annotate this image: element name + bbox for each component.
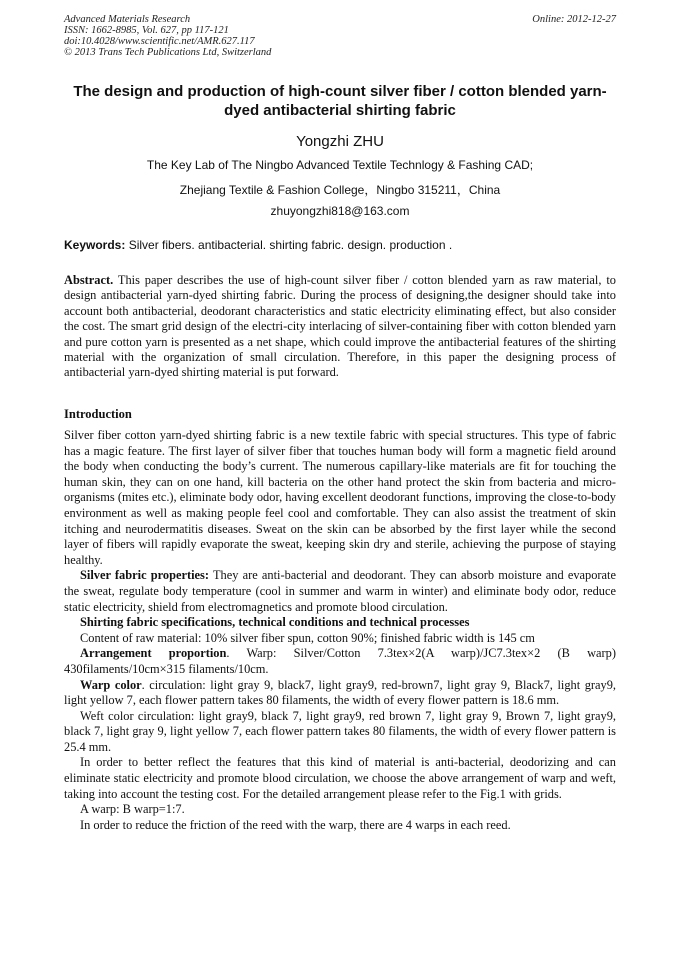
warp-color-text: . circulation: light gray 9, black7, light gray9, red-brown7, light gray 9, Black7, light gray9, light yellow 7, each flower pattern takes 80 filaments, the width of every flower pattern is 18.6 mm.: [64, 677, 617, 708]
introduction-body: [64, 428, 616, 833]
warp-color-label: Warp color: [80, 677, 142, 692]
section-heading-introduction: Introduction: [64, 407, 132, 421]
paragraph-specifications-heading: [64, 615, 616, 631]
paragraph-reed: In order to reduce the friction of the reed with the warp, there are 4 warps in each reed.: [80, 817, 511, 832]
keywords: [64, 238, 616, 252]
affiliation-line-2: Zhejiang Textile & Fashion College，Ningbo 315211，China: [179, 183, 501, 197]
paper-title: The design and production of high-count silver fiber / cotton blended yarn-dyed antibacterial shirting fabric: [73, 83, 607, 119]
author-email: zhuyongzhi818@163.com: [270, 204, 410, 218]
abstract-label: Abstract.: [64, 273, 114, 287]
paragraph-warp-color: [64, 678, 616, 709]
paragraph-arrangement: [64, 646, 616, 677]
keywords-text: Silver fibers. antibacterial. shirting fabric. design. production .: [125, 238, 453, 252]
paragraph-silver-properties: [64, 568, 616, 615]
abstract: [64, 273, 616, 381]
paragraph-raw-material: Content of raw material: 10% silver fiber spun, cotton 90%; finished fabric width is 145 cm: [80, 630, 535, 645]
paragraph-warp-ratio: A warp: B warp=1:7.: [80, 802, 185, 817]
silver-properties-label: Silver fabric properties:: [80, 568, 210, 583]
abstract-text: This paper describes the use of high-count silver fiber / cotton blended yarn as raw material, to design antibacterial yarn-dyed shirting fabric. During the process of designing,the designer should take into account both antibacterial, deodorant characteristics and static electricity eliminating effect, but also consider the cost. The smart grid design of the electri-city interlacing of silver-containing fiber with cotton blended yarn and pure cotton yarn is presented as a net shape, which could improve the antibacterial features of the shirting material with the organization of small circulation. Therefore, in this paper the designing process of antibacterial yarn-dyed shirting material is put forward.: [64, 273, 616, 380]
silver-properties-text: They are anti-bacterial and deodorant. They can absorb moisture and evaporate the sweat, regulate body temperature (cool in summer and warm in winter) and eliminate body odor, reduce static electricity, shield from electromagnetics and promote blood circulation.: [64, 568, 616, 614]
paragraph-1: Silver fiber cotton yarn-dyed shirting fabric is a new textile fabric with special structures. This type of fabric has a magic feature. The first layer of silver fiber that touches human body will form a magnetic field around the body when conducting the body’s current. The numerous capillary-like materials are fit for touching the human skin, they can on one hand, kill bacteria on the other hand protect the skin from bacteria and micro-organisms (mites etc.), eliminate body odor, having excellent deodorant functions, improving the close-to-body environment as well as making people feel cool and comfortable. They can also assist the treatment of skin itching and neurodermatitis diseases. Sweat on the skin can be absorbed by the first layer while the second layer of fibers will rapidly evaporate the sweat, keeping skin dry and sterile, achieving the purpose of staying healthy.: [64, 428, 616, 567]
keywords-label: Keywords:: [64, 238, 126, 252]
online-date: Online: 2012-12-27: [532, 14, 616, 25]
paragraph-weft-color: Weft color circulation: light gray9, black 7, light gray9, red brown 7, light gray 9, Brown 7, light gray9, black 7, light gray 9, light yellow 7, each flower pattern takes 80 filaments, the width of every flower pattern is 25.4 mm.: [64, 708, 616, 754]
journal-issn: ISSN: 1662-8985, Vol. 627, pp 117-121: [64, 25, 229, 36]
affiliation-line-1: The Key Lab of The Ningbo Advanced Textile Technlogy & Fashing CAD;: [146, 158, 534, 172]
paragraph-testing: In order to better reflect the features that this kind of material is anti-bacterial, deodorizing and can eliminate static electricity and promote blood circulation, we choose the above arrangement of warp and weft, taking into account the testing cost. For the detailed arrangement please refer to the Fig.1 with grids.: [64, 755, 616, 801]
journal-header: [64, 14, 616, 58]
journal-name: Advanced Materials Research: [64, 14, 191, 25]
journal-copyright: © 2013 Trans Tech Publications Ltd, Switzerland: [64, 47, 272, 58]
journal-doi: doi:10.4028/www.scientific.net/AMR.627.117: [64, 36, 255, 47]
specifications-heading: Shirting fabric specifications, technical conditions and technical processes: [80, 615, 470, 630]
author-name: Yongzhi ZHU: [296, 133, 384, 150]
arrangement-label: Arrangement proportion: [80, 646, 227, 661]
arrangement-text: . Warp: Silver/Cotton 7.3tex×2(A warp)/JC7.3tex×2 (B warp) 430filaments/10cm×315 filaments/10cm.: [64, 646, 616, 676]
